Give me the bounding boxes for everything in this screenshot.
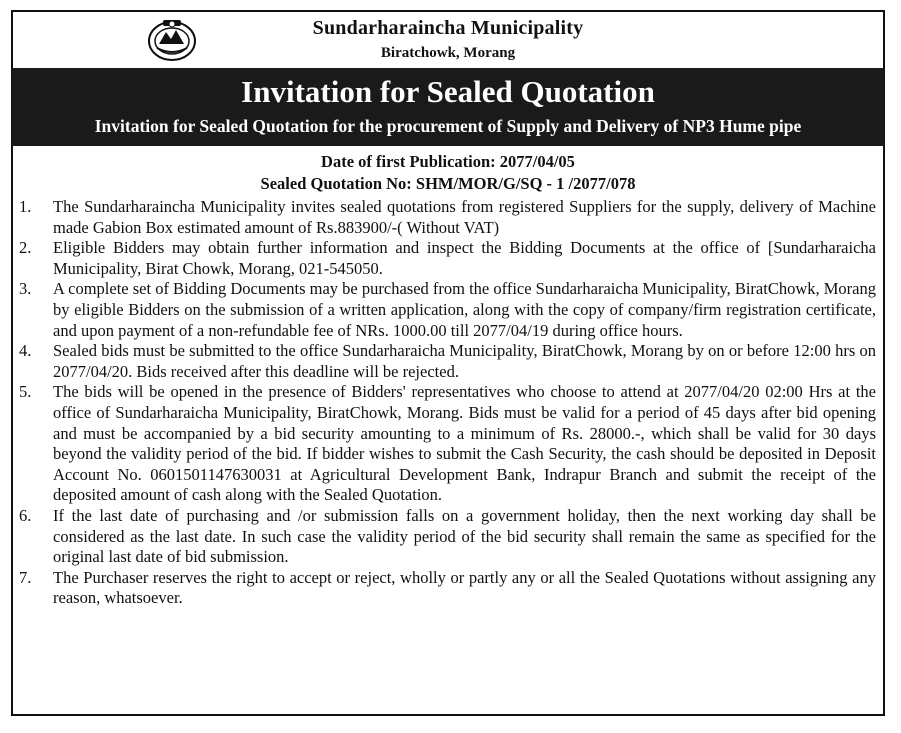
item-text: The Purchaser reserves the right to accept or reject, wholly or partly any or all the Sealed Quotations without assigning any reason, whatsoever.: [53, 567, 876, 608]
item-number: 3.: [19, 279, 32, 299]
notice-header: [13, 12, 883, 68]
item-number: 7.: [19, 567, 32, 587]
item-number: 2.: [19, 238, 32, 258]
publication-date: Date of first Publication: 2077/04/05: [321, 152, 575, 171]
item-number: 6.: [19, 505, 32, 525]
item-text: The bids will be opened in the presence of Bidders' representatives who choose to attend at 2077/04/20 02:00 Hrs at the office of Sundarharaicha Municipality, BiratChowk, Morang. Bids must be valid for a period of 45 days after bid opening and must be accompanied by a bid security amounting to a minimum of Rs. 28000.-, which shall be valid for 30 days beyond the validity period of the bid. If bidder wishes to submit the Cash Security, the cash should be deposited in Deposit Account No. 0601501147630031 at Agricultural Development Bank, Indrapur Branch and submit the receipt of the deposited amount of cash along with the Sealed Quotation.: [53, 382, 876, 505]
title-banner: [12, 68, 884, 146]
list-item: [13, 197, 883, 238]
list-item: [13, 506, 883, 568]
item-text: The Sundarharaincha Municipality invites sealed quotations from registered Suppliers for the supply, delivery of Machine made Gabion Box estimated amount of Rs.883900/-( Without VAT): [53, 197, 876, 237]
list-item: [13, 568, 883, 609]
notice-title: Invitation for Sealed Quotation: [241, 74, 655, 109]
list-item: [13, 238, 883, 279]
notice-subtitle: Invitation for Sealed Quotation for the procurement of Supply and Delivery of NP3 Hume pipe: [94, 116, 802, 136]
item-text: If the last date of purchasing and /or submission falls on a government holiday, then the next working day shall be considered as the last date. In such case the validity period of the bid security shall remain the same as specified for the original last date of bid submission.: [53, 505, 876, 567]
organization-name: Sundarharaincha Municipality: [312, 17, 584, 39]
organization-address: Biratchowk, Morang: [380, 45, 516, 61]
item-text: A complete set of Bidding Documents may be purchased from the office Sundarharaicha Municipality, BiratChowk, Morang by eligible Bidders on the submission of a written application, along with the copy of company/firm registration certificate, and upon payment of a non-refundable fee of NRs. 1000.00 till 2077/04/19 during office hours.: [53, 279, 876, 340]
item-text: Sealed bids must be submitted to the office Sundarharaicha Municipality, BiratChowk, Morang by on or before 12:00 hrs on 2077/04/20. Bids received after this deadline will be rejected.: [53, 341, 876, 381]
quotation-notice: [11, 10, 885, 716]
notice-meta: [13, 146, 883, 195]
item-number: 5.: [19, 382, 32, 402]
item-number: 4.: [19, 341, 32, 361]
list-item: [13, 382, 883, 506]
list-item: [13, 341, 883, 382]
list-item: [13, 279, 883, 341]
item-number: 1.: [19, 197, 32, 216]
terms-list: [13, 195, 883, 609]
quotation-number: Sealed Quotation No: SHM/MOR/G/SQ - 1 /2077/078: [260, 174, 636, 193]
item-text: Eligible Bidders may obtain further information and inspect the Bidding Documents at the office of [Sundarharaicha Municipality, Birat Chowk, Morang, 021-545050.: [53, 238, 876, 278]
